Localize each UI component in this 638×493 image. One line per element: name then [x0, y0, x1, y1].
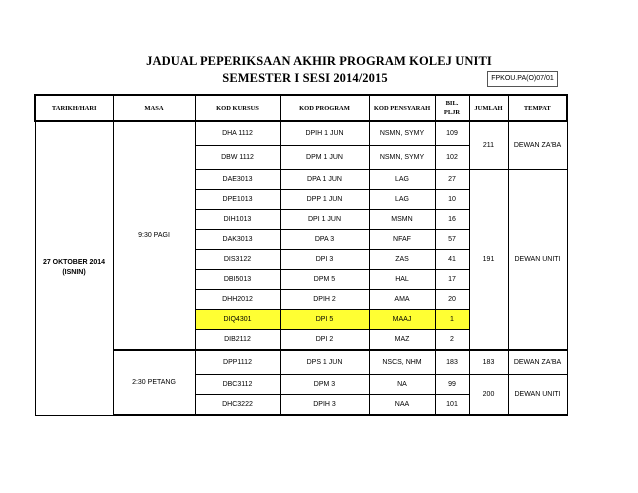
date-cell	[35, 121, 113, 415]
kod-program-cell: DPI 1 JUN	[280, 210, 369, 230]
kod-kursus-cell: DAK3013	[195, 230, 280, 250]
session-morning-cell: 9:30 PAGI	[113, 121, 195, 350]
bil-pljr-cell: 20	[435, 290, 469, 310]
document-title: JADUAL PEPERIKSAAN AKHIR PROGRAM KOLEJ UNITI	[146, 54, 492, 68]
kod-kursus-cell: DIQ4301	[195, 310, 280, 330]
bil-pljr-cell: 101	[435, 395, 469, 416]
kod-program-cell: DPP 1 JUN	[280, 190, 369, 210]
kod-pensyarah-cell: MSMN	[369, 210, 435, 230]
kod-pensyarah-cell: MAAJ	[369, 310, 435, 330]
kod-program-cell: DPI 3	[280, 250, 369, 270]
bil-pljr-cell: 41	[435, 250, 469, 270]
tempat-cell: DEWAN UNITI	[508, 375, 567, 416]
col-header-kod-kursus: KOD KURSUS	[195, 95, 280, 121]
kod-kursus-cell: DBI5013	[195, 270, 280, 290]
session-afternoon-cell: 2:30 PETANG	[113, 350, 195, 415]
bil-pljr-cell: 27	[435, 170, 469, 190]
bil-pljr-cell: 102	[435, 146, 469, 170]
col-header-bil-pljr	[435, 95, 469, 121]
form-code-box: FPKOU.PA(O)07/01	[487, 71, 558, 87]
bil-pljr-cell: 10	[435, 190, 469, 210]
col-header-tempat: TEMPAT	[508, 95, 567, 121]
kod-kursus-cell: DHH2012	[195, 290, 280, 310]
tempat-cell: DEWAN UNITI	[508, 170, 567, 351]
table-header-row	[35, 95, 567, 121]
date-text: 27 OKTOBER 2014	[42, 259, 106, 267]
kod-pensyarah-cell: MAZ	[369, 330, 435, 351]
kod-kursus-cell: DPP1112	[195, 350, 280, 375]
kod-pensyarah-cell: NFAF	[369, 230, 435, 250]
col-header-bil-line2: PLJR	[443, 109, 461, 116]
kod-pensyarah-cell: NA	[369, 375, 435, 395]
tempat-cell: DEWAN ZA'BA	[508, 350, 567, 375]
kod-kursus-cell: DHC3222	[195, 395, 280, 416]
kod-program-cell: DPA 1 JUN	[280, 170, 369, 190]
kod-program-cell: DPS 1 JUN	[280, 350, 369, 375]
kod-program-cell: DPM 5	[280, 270, 369, 290]
kod-pensyarah-cell: NSCS, NHM	[369, 350, 435, 375]
kod-kursus-cell: DBW 1112	[195, 146, 280, 170]
bil-pljr-cell: 109	[435, 121, 469, 146]
col-header-bil-line1: BIL.	[445, 100, 459, 107]
day-text: (ISNIN)	[62, 269, 86, 277]
kod-pensyarah-cell: NSMN, SYMY	[369, 146, 435, 170]
kod-program-cell: DPA 3	[280, 230, 369, 250]
kod-program-cell: DPIH 2	[280, 290, 369, 310]
kod-kursus-cell: DHA 1112	[195, 121, 280, 146]
exam-schedule-table	[34, 94, 568, 416]
jumlah-cell: 183	[469, 350, 508, 375]
bil-pljr-cell: 99	[435, 375, 469, 395]
col-header-kod-program: KOD PROGRAM	[280, 95, 369, 121]
bil-pljr-cell: 1	[435, 310, 469, 330]
bil-pljr-cell: 16	[435, 210, 469, 230]
kod-pensyarah-cell: NAA	[369, 395, 435, 416]
kod-kursus-cell: DIS3122	[195, 250, 280, 270]
kod-kursus-cell: DIB2112	[195, 330, 280, 351]
kod-pensyarah-cell: LAG	[369, 190, 435, 210]
col-header-jumlah: JUMLAH	[469, 95, 508, 121]
bil-pljr-cell: 183	[435, 350, 469, 375]
jumlah-cell: 191	[469, 170, 508, 351]
col-header-kod-pensyarah: KOD PENSYARAH	[369, 95, 435, 121]
bil-pljr-cell: 57	[435, 230, 469, 250]
kod-pensyarah-cell: NSMN, SYMY	[369, 121, 435, 146]
kod-kursus-cell: DPE1013	[195, 190, 280, 210]
table-row	[35, 121, 567, 146]
kod-pensyarah-cell: AMA	[369, 290, 435, 310]
table-row	[35, 350, 567, 375]
bil-pljr-cell: 2	[435, 330, 469, 351]
kod-program-cell: DPIH 1 JUN	[280, 121, 369, 146]
kod-pensyarah-cell: LAG	[369, 170, 435, 190]
kod-kursus-cell: DBC3112	[195, 375, 280, 395]
kod-program-cell: DPI 2	[280, 330, 369, 351]
tempat-cell: DEWAN ZA'BA	[508, 121, 567, 170]
document-subtitle: SEMESTER I SESI 2014/2015	[222, 71, 388, 85]
kod-program-cell: DPM 3	[280, 375, 369, 395]
col-header-tarikh: TARIKH/HARI	[35, 95, 113, 121]
jumlah-cell: 211	[469, 121, 508, 170]
kod-pensyarah-cell: ZAS	[369, 250, 435, 270]
col-header-masa: MASA	[113, 95, 195, 121]
kod-pensyarah-cell: HAL	[369, 270, 435, 290]
kod-program-cell: DPI 5	[280, 310, 369, 330]
jumlah-cell: 200	[469, 375, 508, 416]
kod-program-cell: DPM 1 JUN	[280, 146, 369, 170]
kod-program-cell: DPIH 3	[280, 395, 369, 416]
kod-kursus-cell: DAE3013	[195, 170, 280, 190]
bil-pljr-cell: 17	[435, 270, 469, 290]
kod-kursus-cell: DIH1013	[195, 210, 280, 230]
